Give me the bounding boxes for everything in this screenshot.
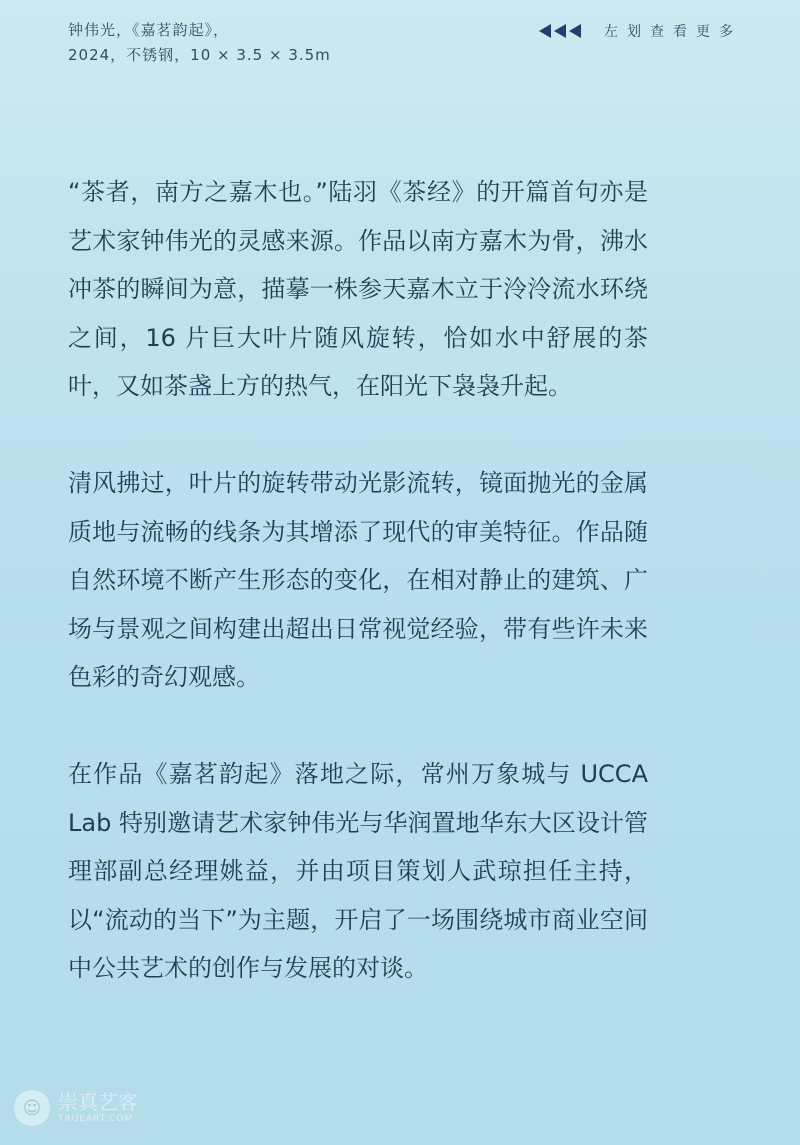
article-paragraph: “茶者，南方之嘉木也。”陆羽《茶经》的开篇首句亦是艺术家钟伟光的灵感来源。作品以南方嘉木为骨，沸水冲茶的瞬间为意，描摹一株参天嘉木立于泠泠流水环绕之间，16 片巨大叶片随风旋转，恰如水中舒展的茶叶，又如茶盏上方的热气，在阳光下袅袅升起。 bbox=[68, 178, 648, 400]
article-paragraph: 在作品《嘉茗韵起》落地之际，常州万象城与 UCCA Lab 特别邀请艺术家钟伟光与华润置地华东大区设计管理部副总经理姚益，并由项目策划人武琼担任主持，以“流动的当下”为主题，开启了一场围绕城市商业空间中公共艺术的创作与发展的对谈。 bbox=[68, 760, 648, 982]
caption-line-title: 钟伟光，《嘉茗韵起》， bbox=[68, 21, 230, 39]
swipe-hint-text: 左划查看更多 bbox=[604, 23, 742, 40]
left-arrow-icon bbox=[569, 24, 581, 38]
swipe-hint[interactable] bbox=[539, 18, 742, 43]
left-arrow-icon bbox=[539, 24, 551, 38]
watermark-logo-icon: ☺ bbox=[14, 1090, 50, 1126]
caption-line-details: 2024，不锈钢，10 × 3.5 × 3.5m bbox=[68, 46, 331, 64]
watermark-name: 崇真艺客 bbox=[58, 1090, 138, 1114]
triple-left-arrow-icon bbox=[539, 24, 584, 38]
watermark-subtitle: TRUEART.COM bbox=[58, 1114, 134, 1124]
article-body bbox=[68, 168, 648, 1041]
artwork-caption bbox=[68, 18, 331, 68]
left-arrow-icon bbox=[554, 24, 566, 38]
watermark bbox=[14, 1090, 138, 1126]
article-paragraph: 清风拂过，叶片的旋转带动光影流转，镜面抛光的金属质地与流畅的线条为其增添了现代的审美特征。作品随自然环境不断产生形态的变化，在相对静止的建筑、广场与景观之间构建出超出日常视觉经验，带有些许未来色彩的奇幻观感。 bbox=[68, 469, 648, 691]
